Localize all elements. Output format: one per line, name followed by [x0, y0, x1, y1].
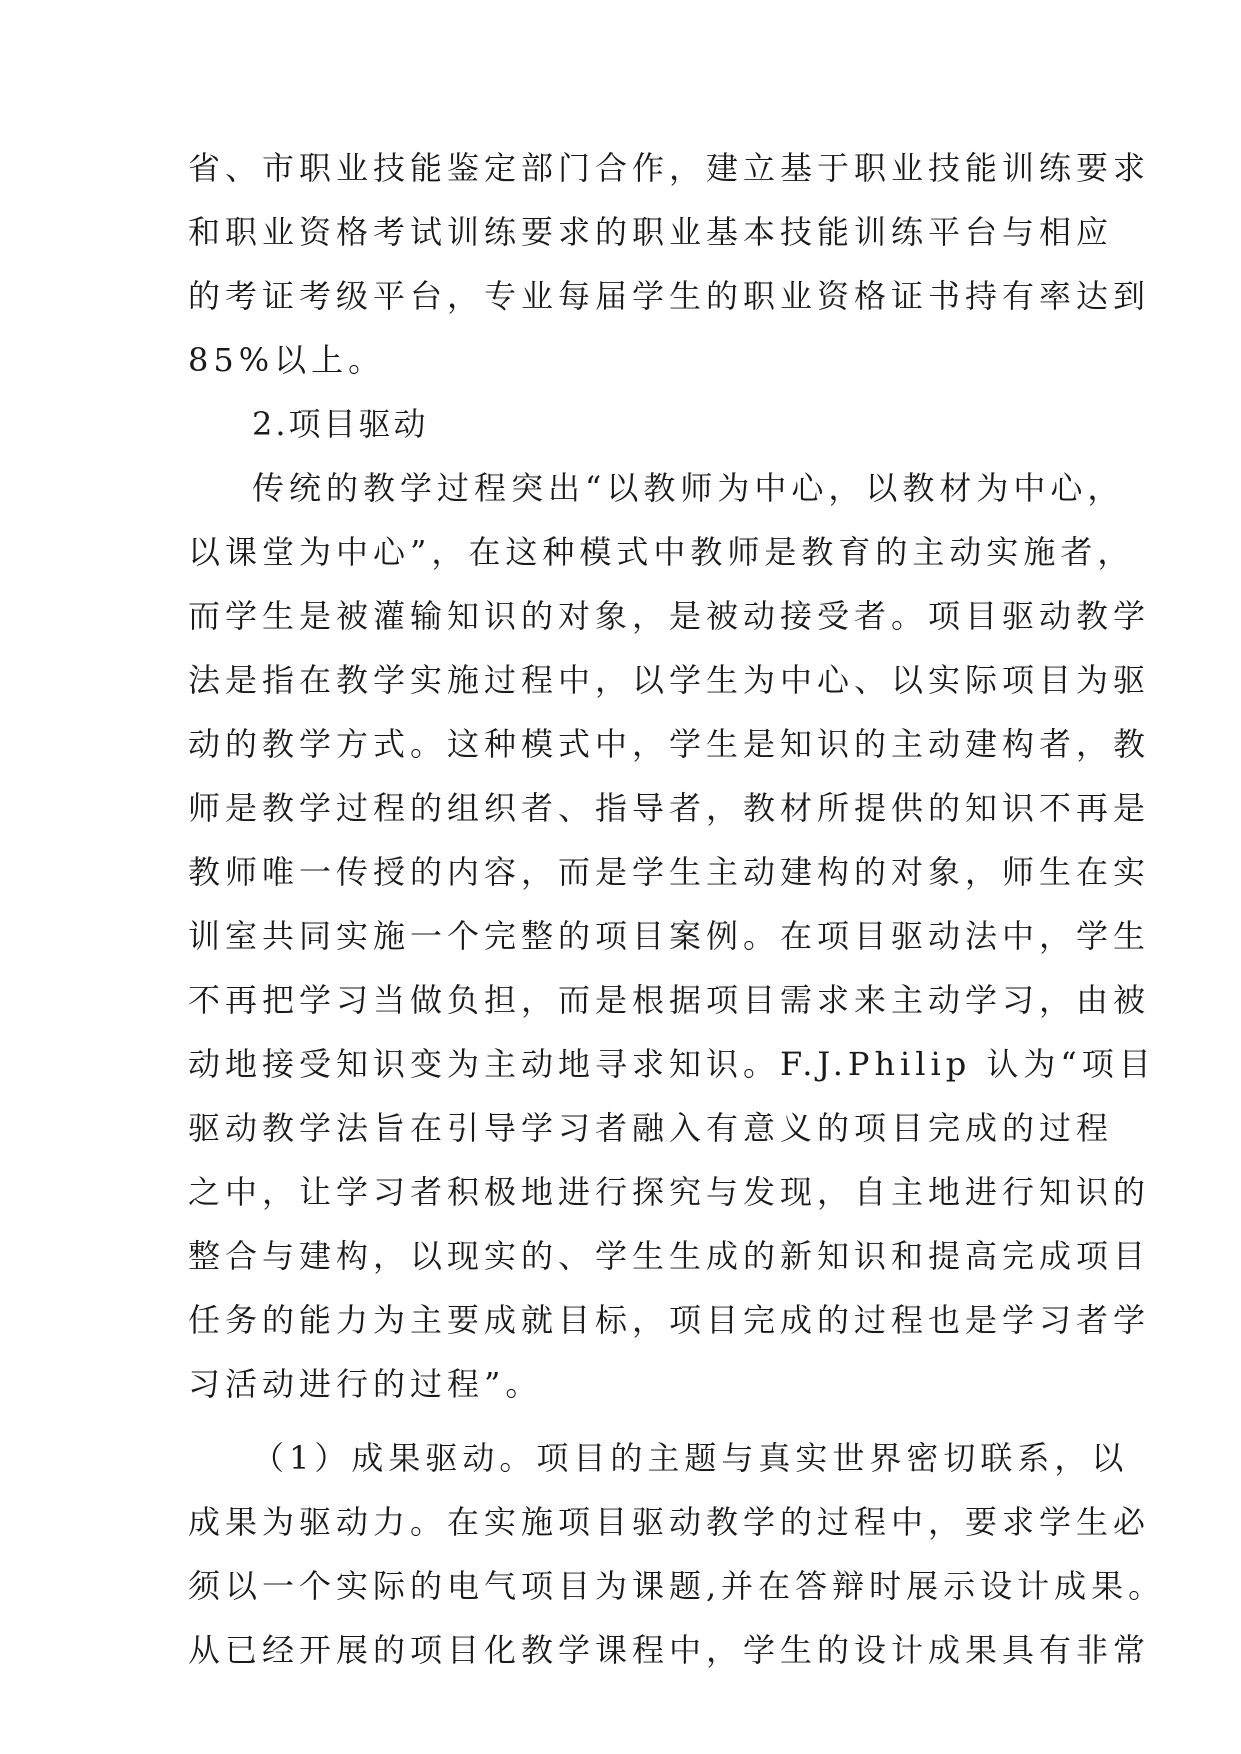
- text-line: 的考证考级平台，专业每届学生的职业资格证书持有率达到: [188, 277, 1151, 315]
- text-line: 动地接受知识变为主动地寻求知识。F.J.Philip 认为“项目: [188, 1045, 1156, 1083]
- text-line: 须以一个实际的电气项目为课题,并在答辩时展示设计成果。: [188, 1567, 1166, 1605]
- text-line: 教师唯一传授的内容，而是学生主动建构的对象，师生在实: [188, 853, 1151, 891]
- text-line: 以课堂为中心”，在这种模式中教师是教育的主动实施者，: [188, 533, 1135, 571]
- text-line: 训室共同实施一个完整的项目案例。在项目驱动法中，学生: [188, 917, 1151, 955]
- paragraph-first-line: （1）成果驱动。项目的主题与真实世界密切联系，以: [252, 1439, 1129, 1477]
- text-line: 动的教学方式。这种模式中，学生是知识的主动建构者，教: [188, 725, 1151, 763]
- text-line: 驱动教学法旨在引导学习者融入有意义的项目完成的过程: [188, 1109, 1114, 1147]
- text-line: 整合与建构，以现实的、学生生成的新知识和提高完成项目: [188, 1237, 1151, 1275]
- text-line: 师是教学过程的组织者、指导者，教材所提供的知识不再是: [188, 789, 1151, 827]
- text-line: 和职业资格考试训练要求的职业基本技能训练平台与相应: [188, 213, 1114, 251]
- text-line: 省、市职业技能鉴定部门合作，建立基于职业技能训练要求: [188, 149, 1151, 187]
- paragraph-first-line: 传统的教学过程突出“以教师为中心，以教材为中心，: [252, 469, 1125, 507]
- text-line: 85%以上。: [188, 341, 386, 379]
- text-line: 习活动进行的过程”。: [188, 1365, 543, 1403]
- text-line: 法是指在教学实施过程中，以学生为中心、以实际项目为驱: [188, 661, 1151, 699]
- text-line: 而学生是被灌输知识的对象，是被动接受者。项目驱动教学: [188, 597, 1151, 635]
- text-line: 不再把学习当做负担，而是根据项目需求来主动学习，由被: [188, 981, 1151, 1019]
- text-line: 从已经开展的项目化教学课程中，学生的设计成果具有非常: [188, 1631, 1151, 1669]
- text-line: 之中，让学习者积极地进行探究与发现，自主地进行知识的: [188, 1173, 1151, 1211]
- text-line: 成果为驱动力。在实施项目驱动教学的过程中，要求学生必: [188, 1503, 1151, 1541]
- section-heading: 2.项目驱动: [252, 405, 429, 443]
- text-line: 任务的能力为主要成就目标，项目完成的过程也是学习者学: [188, 1301, 1151, 1339]
